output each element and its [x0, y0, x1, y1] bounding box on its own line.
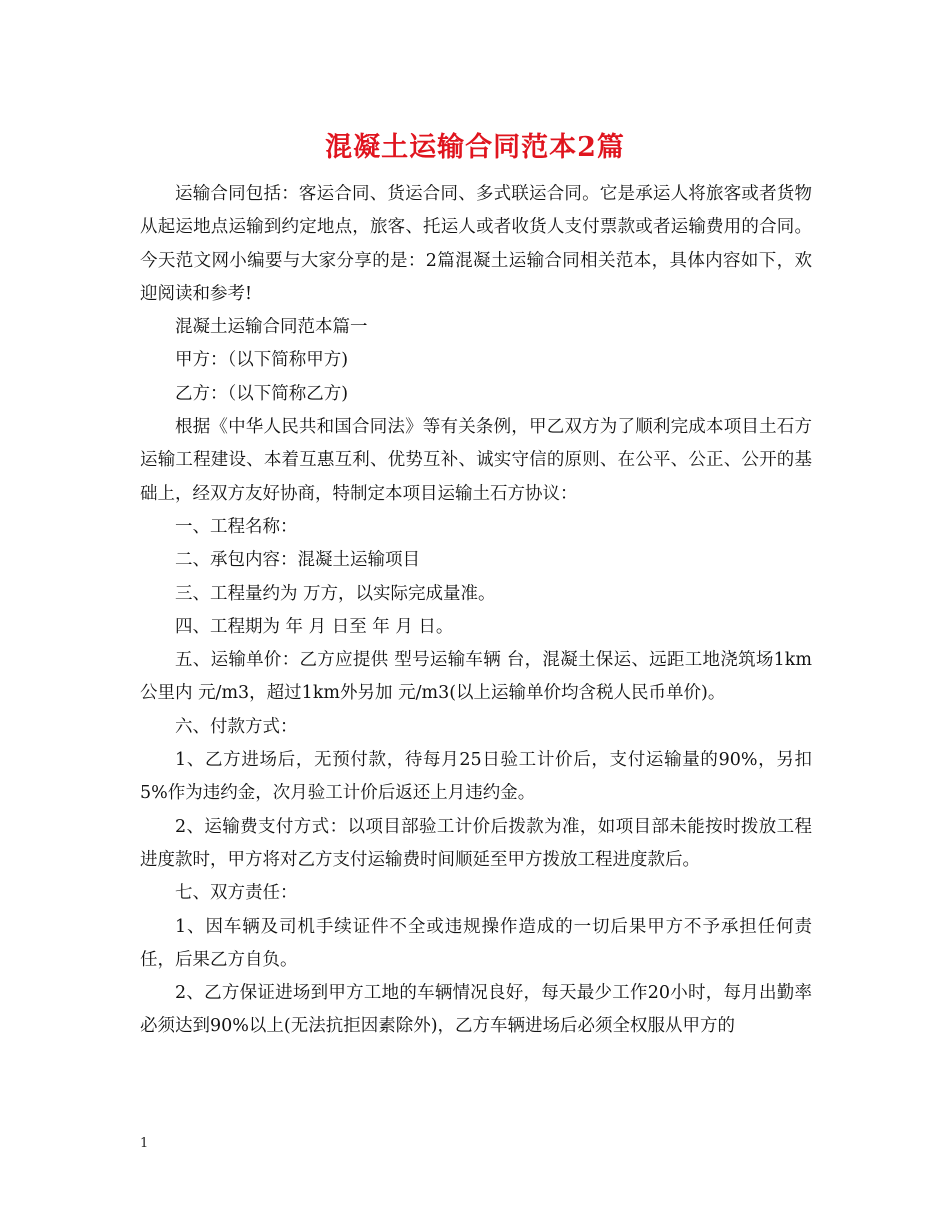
document-title: 混凝土运输合同范本2篇 [325, 132, 625, 163]
paragraph-project-name: 一、工程名称： [175, 516, 298, 537]
paragraph-payment-1: 1、乙方进场后，无预付款，待每月25日验工计价后，支付运输量的90%，另扣5%作为违约金，次月验工计价后返还上月违约金。 [140, 750, 812, 804]
paragraph-responsibility-1: 1、因车辆及司机手续证件不全或违规操作造成的一切后果甲方不予承担任何责任，后果乙方自负。 [140, 916, 812, 970]
paragraph-section-heading: 混凝土运输合同范本篇一 [175, 317, 368, 338]
paragraph-intro: 运输合同包括：客运合同、货运合同、多式联运合同。它是承运人将旅客或者货物从起运地点运输到约定地点，旅客、托运人或者收货人支付票款或者运输费用的合同。今天范文网小编要与大家分享的是：2篇混凝土运输合同相关范本，具体内容如下，欢迎阅读和参考! [140, 184, 812, 304]
paragraph-contract-content: 二、承包内容：混凝土运输项目 [175, 550, 420, 571]
paragraph-party-a: 甲方：（以下简称甲方) [175, 350, 349, 371]
paragraph-payment-heading: 六、付款方式： [175, 716, 298, 737]
paragraph-responsibility-heading: 七、双方责任： [175, 883, 298, 904]
paragraph-responsibility-2: 2、乙方保证进场到甲方工地的车辆情况良好，每天最少工作20小时，每月出勤率必须达到90%以上(无法抗拒因素除外)，乙方车辆进场后必须全权服从甲方的 [140, 983, 812, 1037]
paragraph-payment-2: 2、运输费支付方式：以项目部验工计价后拨款为准，如项目部未能按时拨放工程进度款时，甲方将对乙方支付运输费时间顺延至甲方拨放工程进度款后。 [140, 816, 812, 870]
paragraph-duration: 四、工程期为 年 月 日至 年 月 日。 [175, 616, 454, 637]
paragraph-unit-price: 五、运输单价：乙方应提供 型号运输车辆 台，混凝土保运、远距工地浇筑场1km公里内 元/m3，超过1km外另加 元/m3(以上运输单价均含税人民币单价)。 [140, 650, 812, 704]
document-body [140, 178, 812, 1044]
paragraph-preamble: 根据《中华人民共和国合同法》等有关条例，甲乙双方为了顺利完成本项目土石方运输工程建设、本着互惠互利、优势互补、诚实守信的原则、在公平、公正、公开的基础上，经双方友好协商，特制定本项目运输土石方协议： [140, 417, 812, 504]
paragraph-quantity: 三、工程量约为 万方，以实际完成量准。 [175, 583, 496, 604]
page-number: 1 [140, 1136, 149, 1151]
paragraph-party-b: 乙方：（以下简称乙方) [175, 383, 349, 404]
